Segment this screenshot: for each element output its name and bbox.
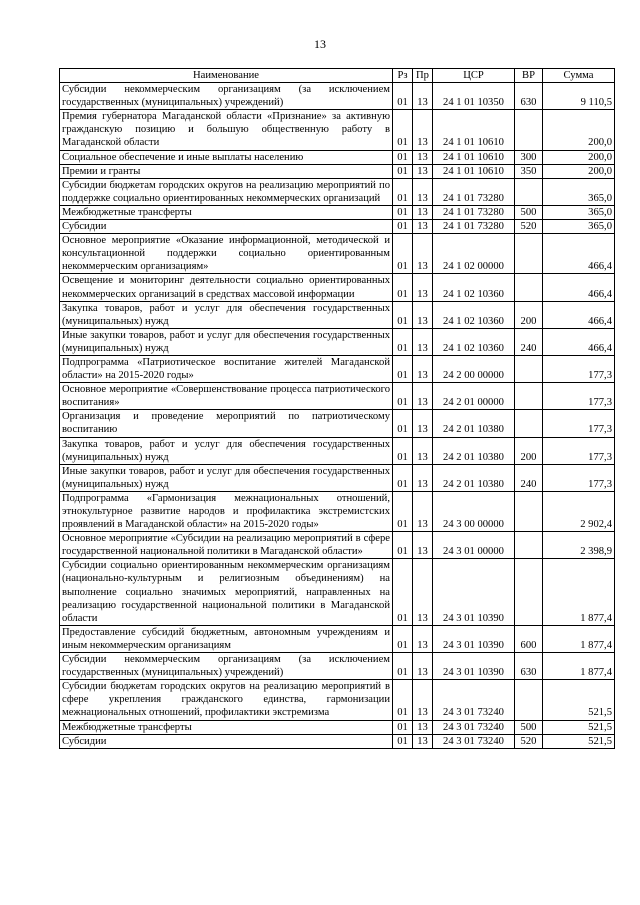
table-row bbox=[60, 653, 615, 680]
cell-csr: 24 3 01 10390 bbox=[433, 625, 515, 652]
table-row bbox=[60, 150, 615, 164]
budget-table bbox=[59, 68, 615, 749]
cell-name: Иные закупки товаров, работ и услуг для обеспечения государственных (муниципальных) нужд bbox=[60, 328, 393, 355]
table-row bbox=[60, 83, 615, 110]
cell-name: Закупка товаров, работ и услуг для обеспечения государственных (муниципальных) нужд bbox=[60, 437, 393, 464]
cell-vr: 600 bbox=[515, 625, 543, 652]
cell-sum: 365,0 bbox=[543, 220, 615, 234]
cell-pr: 13 bbox=[413, 410, 433, 437]
cell-pr: 13 bbox=[413, 720, 433, 734]
cell-name: Подпрограмма «Патриотическое воспитание жителей Магаданской области» на 2015-2020 годы» bbox=[60, 355, 393, 382]
cell-sum: 466,4 bbox=[543, 328, 615, 355]
cell-rz: 01 bbox=[393, 110, 413, 150]
cell-vr: 520 bbox=[515, 220, 543, 234]
cell-sum: 1 877,4 bbox=[543, 625, 615, 652]
cell-rz: 01 bbox=[393, 205, 413, 219]
cell-pr: 13 bbox=[413, 110, 433, 150]
cell-sum: 365,0 bbox=[543, 178, 615, 205]
cell-name: Основное мероприятие «Совершенствование процесса патриотического воспитания» bbox=[60, 383, 393, 410]
cell-csr: 24 3 01 73240 bbox=[433, 720, 515, 734]
cell-vr bbox=[515, 110, 543, 150]
cell-rz: 01 bbox=[393, 328, 413, 355]
cell-pr: 13 bbox=[413, 653, 433, 680]
table-row bbox=[60, 178, 615, 205]
cell-sum: 177,3 bbox=[543, 437, 615, 464]
cell-sum: 466,4 bbox=[543, 301, 615, 328]
cell-pr: 13 bbox=[413, 328, 433, 355]
cell-rz: 01 bbox=[393, 532, 413, 559]
cell-pr: 13 bbox=[413, 220, 433, 234]
cell-rz: 01 bbox=[393, 464, 413, 491]
cell-vr bbox=[515, 178, 543, 205]
cell-vr bbox=[515, 274, 543, 301]
cell-name: Премии и гранты bbox=[60, 164, 393, 178]
cell-sum: 177,3 bbox=[543, 464, 615, 491]
table-row bbox=[60, 532, 615, 559]
cell-vr bbox=[515, 680, 543, 720]
cell-csr: 24 1 01 73280 bbox=[433, 220, 515, 234]
cell-rz: 01 bbox=[393, 680, 413, 720]
cell-name: Субсидии бюджетам городских округов на реализацию мероприятий в сфере укрепления гражданского единства, гармонизации межнациональных отношений, профилактики экстремизма bbox=[60, 680, 393, 720]
cell-pr: 13 bbox=[413, 559, 433, 625]
cell-vr: 520 bbox=[515, 734, 543, 748]
cell-name: Субсидии некоммерческим организациям (за исключением государственных (муниципальных) учреждений) bbox=[60, 83, 393, 110]
cell-csr: 24 3 01 73240 bbox=[433, 680, 515, 720]
cell-name: Подпрограмма «Гармонизация межнациональных отношений, этнокультурное развитие народов и профилактика экстремистских проявлений в Магаданской области» на 2015-2020 годы» bbox=[60, 491, 393, 531]
cell-pr: 13 bbox=[413, 234, 433, 274]
table-row bbox=[60, 437, 615, 464]
cell-name: Межбюджетные трансферты bbox=[60, 205, 393, 219]
cell-rz: 01 bbox=[393, 83, 413, 110]
cell-rz: 01 bbox=[393, 491, 413, 531]
table-header-row bbox=[60, 69, 615, 83]
cell-vr: 200 bbox=[515, 437, 543, 464]
cell-vr: 630 bbox=[515, 653, 543, 680]
cell-csr: 24 3 01 10390 bbox=[433, 653, 515, 680]
cell-rz: 01 bbox=[393, 274, 413, 301]
cell-csr: 24 2 01 10380 bbox=[433, 410, 515, 437]
cell-csr: 24 1 01 73280 bbox=[433, 178, 515, 205]
cell-name: Основное мероприятие «Субсидии на реализацию мероприятий в сфере государственной национальной политики в Магаданской области» bbox=[60, 532, 393, 559]
table-row bbox=[60, 680, 615, 720]
cell-vr: 300 bbox=[515, 150, 543, 164]
cell-pr: 13 bbox=[413, 625, 433, 652]
table-row bbox=[60, 625, 615, 652]
cell-csr: 24 1 02 10360 bbox=[433, 274, 515, 301]
cell-pr: 13 bbox=[413, 150, 433, 164]
cell-sum: 177,3 bbox=[543, 383, 615, 410]
cell-rz: 01 bbox=[393, 234, 413, 274]
cell-sum: 521,5 bbox=[543, 720, 615, 734]
cell-csr: 24 2 01 10380 bbox=[433, 437, 515, 464]
cell-pr: 13 bbox=[413, 355, 433, 382]
table-row bbox=[60, 220, 615, 234]
table-row bbox=[60, 491, 615, 531]
cell-rz: 01 bbox=[393, 301, 413, 328]
cell-rz: 01 bbox=[393, 437, 413, 464]
cell-sum: 200,0 bbox=[543, 164, 615, 178]
cell-sum: 9 110,5 bbox=[543, 83, 615, 110]
cell-sum: 521,5 bbox=[543, 734, 615, 748]
cell-rz: 01 bbox=[393, 559, 413, 625]
cell-rz: 01 bbox=[393, 355, 413, 382]
cell-rz: 01 bbox=[393, 410, 413, 437]
cell-name: Межбюджетные трансферты bbox=[60, 720, 393, 734]
cell-rz: 01 bbox=[393, 164, 413, 178]
cell-csr: 24 1 01 73280 bbox=[433, 205, 515, 219]
cell-pr: 13 bbox=[413, 680, 433, 720]
table-body bbox=[60, 83, 615, 749]
cell-name: Субсидии некоммерческим организациям (за исключением государственных (муниципальных) учреждений) bbox=[60, 653, 393, 680]
cell-name: Организация и проведение мероприятий по патриотическому воспитанию bbox=[60, 410, 393, 437]
cell-name: Иные закупки товаров, работ и услуг для обеспечения государственных (муниципальных) нужд bbox=[60, 464, 393, 491]
table-row bbox=[60, 720, 615, 734]
cell-vr bbox=[515, 559, 543, 625]
cell-pr: 13 bbox=[413, 83, 433, 110]
header-name: Наименование bbox=[60, 69, 393, 83]
cell-csr: 24 1 01 10350 bbox=[433, 83, 515, 110]
cell-sum: 521,5 bbox=[543, 680, 615, 720]
cell-pr: 13 bbox=[413, 437, 433, 464]
cell-name: Основное мероприятие «Оказание информационной, методической и консультационной поддержки социально ориентированным некоммерческим организациям» bbox=[60, 234, 393, 274]
cell-csr: 24 3 01 10390 bbox=[433, 559, 515, 625]
table-row bbox=[60, 205, 615, 219]
page-number: 13 bbox=[314, 37, 326, 51]
cell-sum: 1 877,4 bbox=[543, 653, 615, 680]
cell-sum: 466,4 bbox=[543, 274, 615, 301]
cell-csr: 24 3 01 00000 bbox=[433, 532, 515, 559]
cell-vr bbox=[515, 355, 543, 382]
cell-rz: 01 bbox=[393, 653, 413, 680]
table-row bbox=[60, 164, 615, 178]
cell-vr bbox=[515, 491, 543, 531]
cell-sum: 2 902,4 bbox=[543, 491, 615, 531]
cell-csr: 24 1 02 00000 bbox=[433, 234, 515, 274]
cell-pr: 13 bbox=[413, 532, 433, 559]
cell-name: Премия губернатора Магаданской области «Признание» за активную гражданскую позицию и большую общественную работу в Магаданской области bbox=[60, 110, 393, 150]
cell-vr: 350 bbox=[515, 164, 543, 178]
cell-name: Социальное обеспечение и иные выплаты населению bbox=[60, 150, 393, 164]
cell-pr: 13 bbox=[413, 301, 433, 328]
cell-pr: 13 bbox=[413, 178, 433, 205]
table-row bbox=[60, 559, 615, 625]
cell-vr: 500 bbox=[515, 720, 543, 734]
cell-csr: 24 1 02 10360 bbox=[433, 328, 515, 355]
table-row bbox=[60, 734, 615, 748]
cell-sum: 177,3 bbox=[543, 355, 615, 382]
header-vr: ВР bbox=[515, 69, 543, 83]
cell-name: Предоставление субсидий бюджетным, автономным учреждениям и иным некоммерческим организациям bbox=[60, 625, 393, 652]
table-row bbox=[60, 328, 615, 355]
cell-pr: 13 bbox=[413, 464, 433, 491]
cell-name: Субсидии социально ориентированным некоммерческим организациям (национально-культурным и религиозным объединениям) на выполнение социально значимых мероприятий, направленных на реализацию государственной национальной политики в Магаданской области bbox=[60, 559, 393, 625]
cell-vr: 630 bbox=[515, 83, 543, 110]
cell-sum: 177,3 bbox=[543, 410, 615, 437]
cell-rz: 01 bbox=[393, 383, 413, 410]
table-row bbox=[60, 234, 615, 274]
cell-pr: 13 bbox=[413, 734, 433, 748]
cell-csr: 24 1 01 10610 bbox=[433, 150, 515, 164]
cell-vr bbox=[515, 532, 543, 559]
header-sum: Сумма bbox=[543, 69, 615, 83]
cell-rz: 01 bbox=[393, 220, 413, 234]
cell-csr: 24 2 01 10380 bbox=[433, 464, 515, 491]
cell-sum: 1 877,4 bbox=[543, 559, 615, 625]
cell-name: Субсидии бюджетам городских округов на реализацию мероприятий по поддержке социально ориентированных некоммерческих организаций bbox=[60, 178, 393, 205]
header-rz: Рз bbox=[393, 69, 413, 83]
cell-vr: 240 bbox=[515, 464, 543, 491]
cell-sum: 2 398,9 bbox=[543, 532, 615, 559]
cell-csr: 24 2 01 00000 bbox=[433, 383, 515, 410]
table-row bbox=[60, 301, 615, 328]
cell-name: Субсидии bbox=[60, 220, 393, 234]
cell-vr: 200 bbox=[515, 301, 543, 328]
cell-csr: 24 1 02 10360 bbox=[433, 301, 515, 328]
cell-vr bbox=[515, 234, 543, 274]
cell-rz: 01 bbox=[393, 734, 413, 748]
cell-vr: 240 bbox=[515, 328, 543, 355]
table-row bbox=[60, 383, 615, 410]
cell-csr: 24 3 01 73240 bbox=[433, 734, 515, 748]
table-row bbox=[60, 464, 615, 491]
cell-rz: 01 bbox=[393, 720, 413, 734]
cell-vr bbox=[515, 410, 543, 437]
cell-sum: 365,0 bbox=[543, 205, 615, 219]
cell-name: Закупка товаров, работ и услуг для обеспечения государственных (муниципальных) нужд bbox=[60, 301, 393, 328]
cell-pr: 13 bbox=[413, 274, 433, 301]
cell-name: Субсидии bbox=[60, 734, 393, 748]
table-row bbox=[60, 110, 615, 150]
cell-pr: 13 bbox=[413, 164, 433, 178]
cell-pr: 13 bbox=[413, 383, 433, 410]
cell-sum: 466,4 bbox=[543, 234, 615, 274]
cell-sum: 200,0 bbox=[543, 150, 615, 164]
cell-vr: 500 bbox=[515, 205, 543, 219]
cell-rz: 01 bbox=[393, 625, 413, 652]
header-csr: ЦСР bbox=[433, 69, 515, 83]
table-row bbox=[60, 274, 615, 301]
cell-vr bbox=[515, 383, 543, 410]
table-row bbox=[60, 355, 615, 382]
cell-csr: 24 1 01 10610 bbox=[433, 164, 515, 178]
cell-rz: 01 bbox=[393, 150, 413, 164]
cell-name: Освещение и мониторинг деятельности социально ориентированных некоммерческих организаций в средствах массовой информации bbox=[60, 274, 393, 301]
cell-csr: 24 2 00 00000 bbox=[433, 355, 515, 382]
cell-sum: 200,0 bbox=[543, 110, 615, 150]
cell-rz: 01 bbox=[393, 178, 413, 205]
table-row bbox=[60, 410, 615, 437]
header-pr: Пр bbox=[413, 69, 433, 83]
cell-csr: 24 1 01 10610 bbox=[433, 110, 515, 150]
cell-pr: 13 bbox=[413, 491, 433, 531]
cell-csr: 24 3 00 00000 bbox=[433, 491, 515, 531]
cell-pr: 13 bbox=[413, 205, 433, 219]
